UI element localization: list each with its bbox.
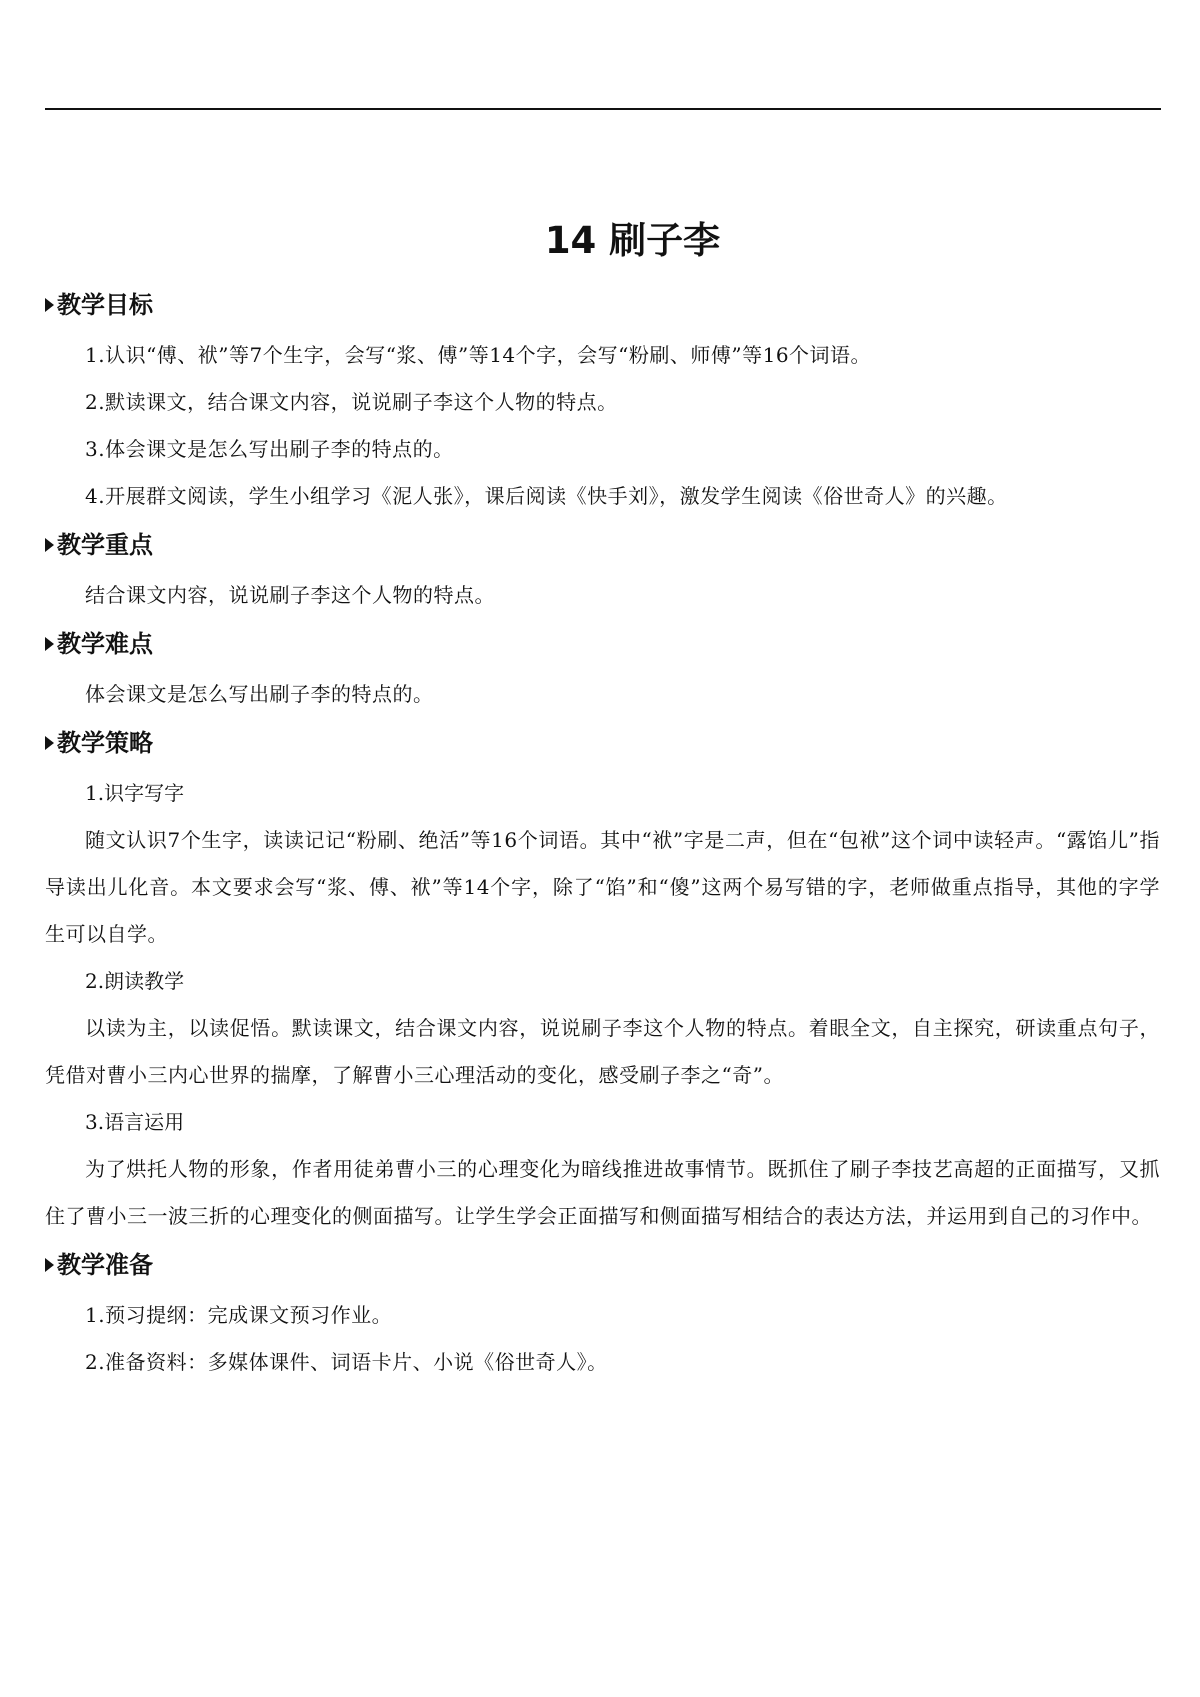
section-difficulties: [45, 627, 1160, 718]
section-heading: [45, 1248, 1160, 1282]
strategy-text: 以读为主，以读促悟。默读课文，结合课文内容，说说刷子李这个人物的特点。着眼全文，自主探究，研读重点句子，凭借对曹小三内心世界的揣摩，了解曹小三心理活动的变化，感受刷子李之“奇”。: [45, 1016, 1160, 1087]
strategy-label: 3.语言运用: [85, 1110, 185, 1134]
preparation-item: 1.预习提纲：完成课文预习作业。: [85, 1303, 393, 1327]
triangle-bullet-icon: [45, 538, 54, 552]
triangle-bullet-icon: [45, 736, 54, 750]
strategy-label: 1.识字写字: [85, 781, 185, 805]
section-heading-label: 教学难点: [57, 630, 153, 658]
section-preparation: [45, 1248, 1160, 1386]
section-key-points: [45, 528, 1160, 619]
section-teaching-goals: [45, 288, 1160, 520]
triangle-bullet-icon: [45, 1258, 54, 1272]
section-heading-label: 教学目标: [57, 291, 153, 319]
goal-item: 2.默读课文，结合课文内容，说说刷子李这个人物的特点。: [85, 390, 618, 414]
key-point-item: 结合课文内容，说说刷子李这个人物的特点。: [85, 583, 495, 607]
document-title: 14 刷子李: [544, 219, 721, 262]
document-body: [45, 216, 1160, 1386]
section-strategies: [45, 726, 1160, 1240]
section-heading-label: 教学重点: [57, 531, 153, 559]
preparation-item: 2.准备资料：多媒体课件、词语卡片、小说《俗世奇人》。: [85, 1350, 608, 1374]
goal-item: 3.体会课文是怎么写出刷子李的特点的。: [85, 437, 454, 461]
section-heading: [45, 288, 1160, 322]
section-heading: [45, 528, 1160, 562]
section-heading: [45, 627, 1160, 661]
strategy-text: 随文认识7个生字，读读记记“粉刷、绝活”等16个词语。其中“袱”字是二声，但在“包袱”这个词中读轻声。“露馅儿”指导读出儿化音。本文要求会写“浆、傅、袱”等14个字，除了“馅”和“傻”这两个易写错的字，老师做重点指导，其他的字学生可以自学。: [45, 828, 1160, 946]
section-heading-label: 教学策略: [57, 729, 153, 757]
strategy-text: 为了烘托人物的形象，作者用徒弟曹小三的心理变化为暗线推进故事情节。既抓住了刷子李技艺高超的正面描写，又抓住了曹小三一波三折的心理变化的侧面描写。让学生学会正面描写和侧面描写相结合的表达方法，并运用到自己的习作中。: [45, 1157, 1160, 1228]
triangle-bullet-icon: [45, 637, 54, 651]
difficulty-item: 体会课文是怎么写出刷子李的特点的。: [85, 682, 434, 706]
section-heading-label: 教学准备: [57, 1251, 153, 1279]
header-rule: [45, 108, 1161, 110]
goal-item: 4.开展群文阅读，学生小组学习《泥人张》，课后阅读《快手刘》，激发学生阅读《俗世奇人》的兴趣。: [85, 484, 1008, 508]
goal-item: 1.认识“傅、袱”等7个生字，会写“浆、傅”等14个字，会写“粉刷、师傅”等16个词语。: [85, 343, 872, 367]
triangle-bullet-icon: [45, 298, 54, 312]
strategy-label: 2.朗读教学: [85, 969, 185, 993]
section-heading: [45, 726, 1160, 760]
